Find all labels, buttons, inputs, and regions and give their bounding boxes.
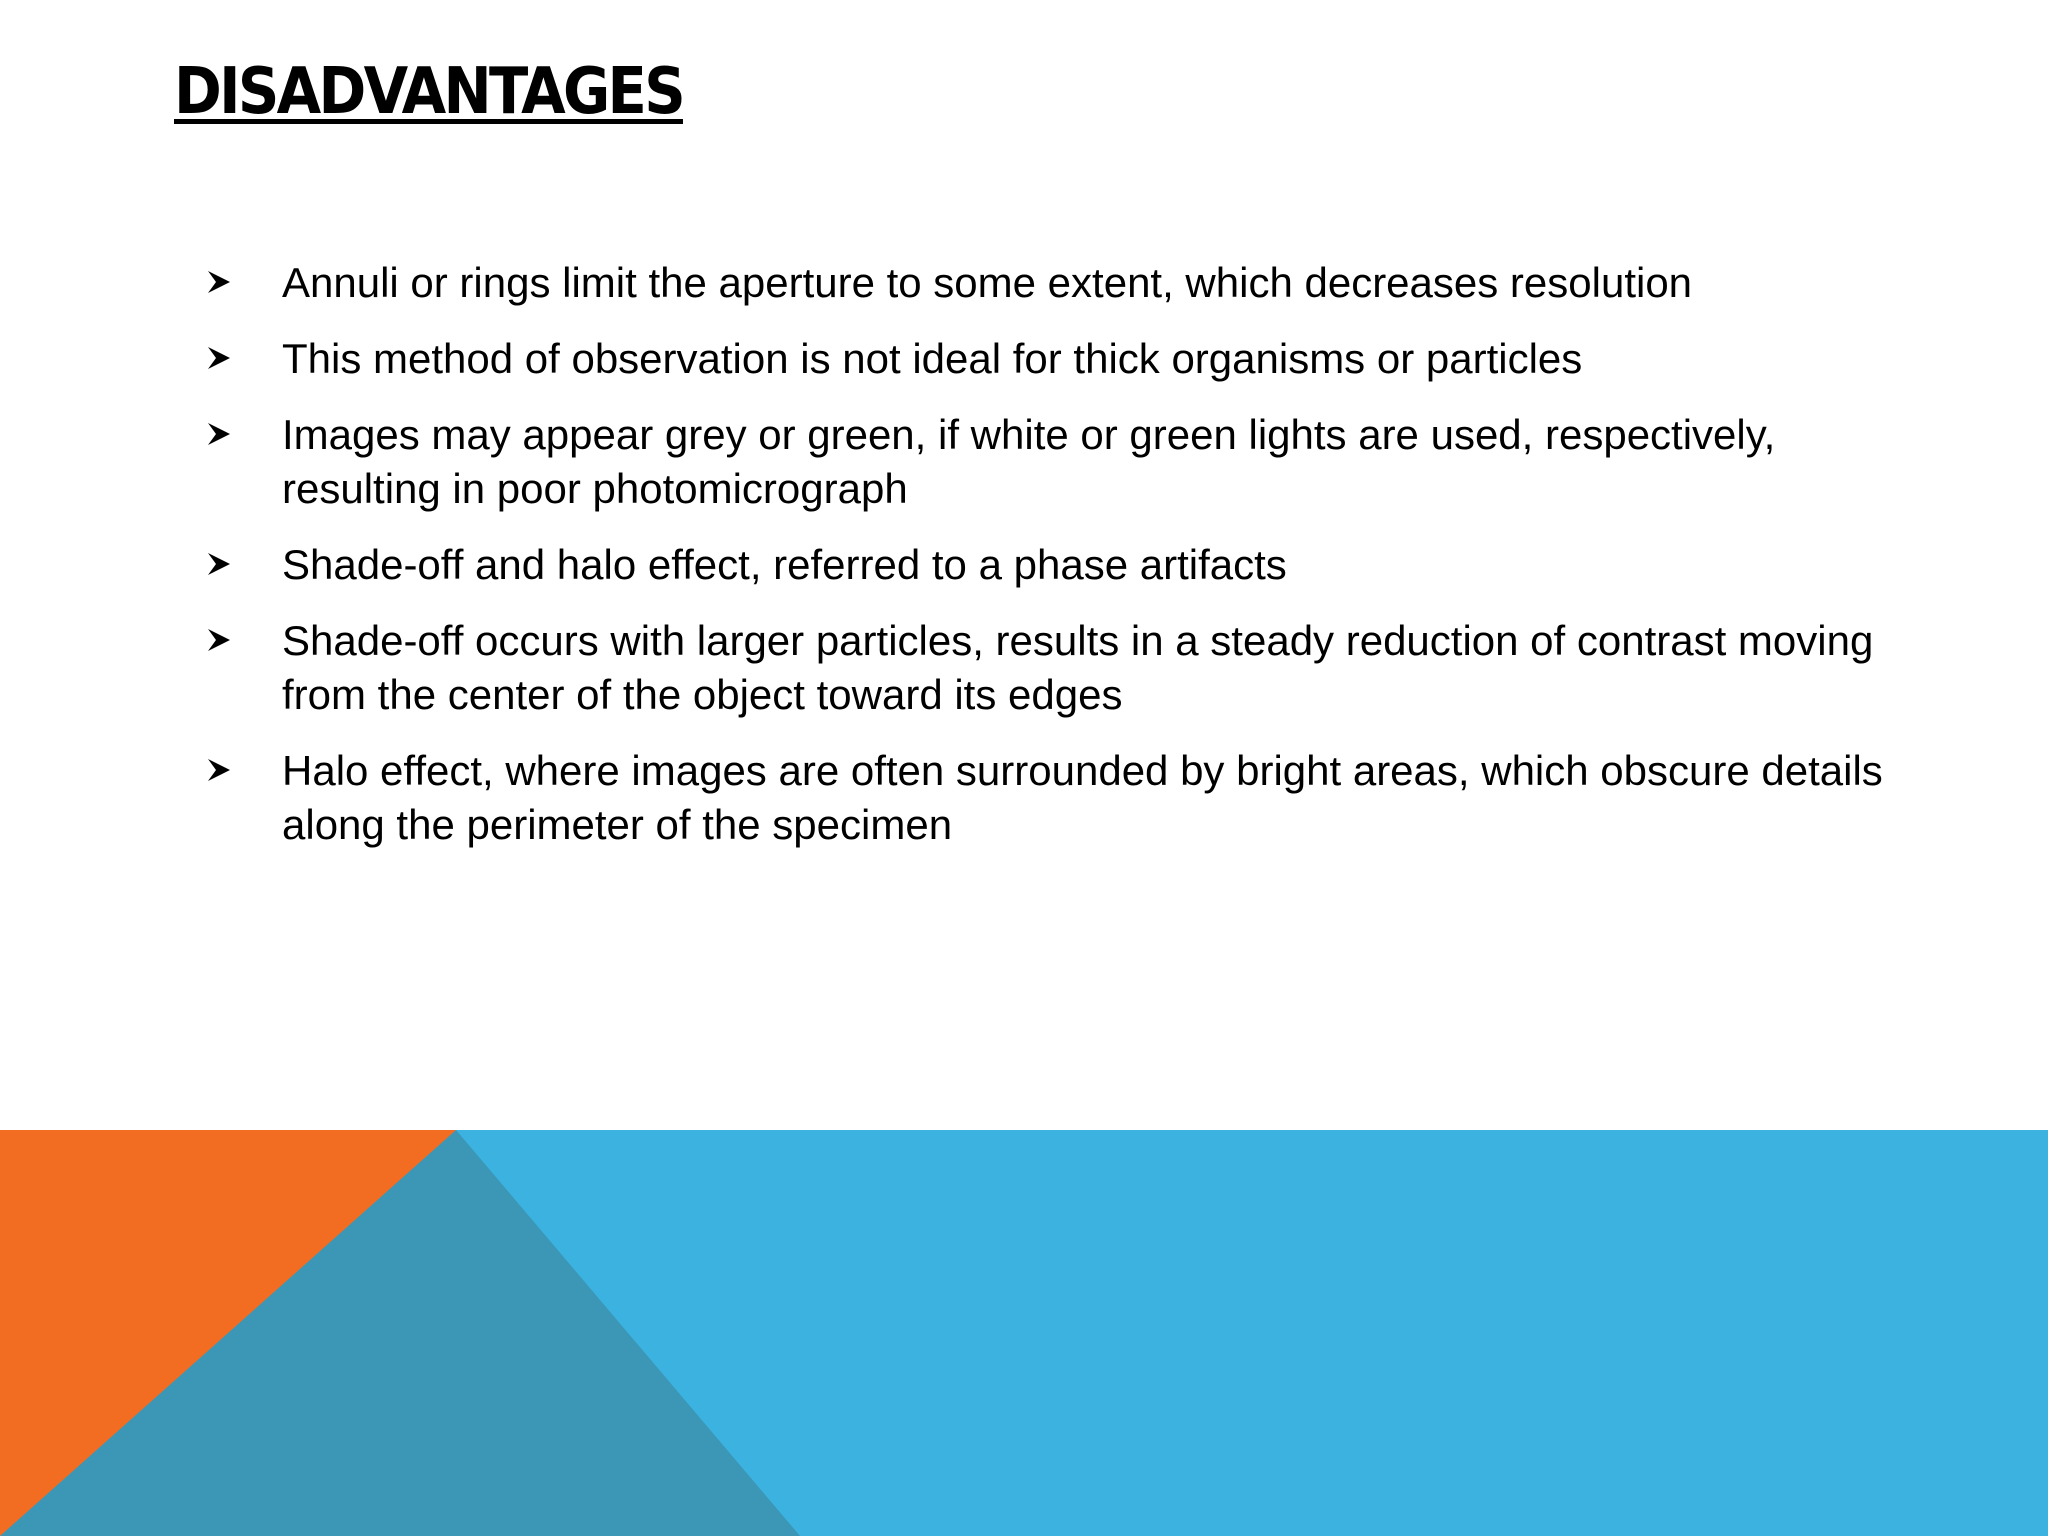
arrowhead-bullet-icon [206,627,232,653]
bullet-item [206,538,1886,592]
bullet-text: This method of observation is not ideal for thick organisms or particles [282,335,1583,382]
bullet-text: Annuli or rings limit the aperture to some extent, which decreases resolution [282,259,1693,306]
bullet-item [206,332,1886,386]
decorative-footer-shapes [0,1130,2048,1536]
bullet-item [206,614,1886,722]
bullet-text: Shade-off and halo effect, referred to a phase artifacts [282,541,1287,588]
bullet-item [206,744,1886,852]
arrowhead-bullet-icon [206,757,232,783]
arrowhead-bullet-icon [206,551,232,577]
slide-title: DISADVANTAGES [174,55,683,129]
bullet-text: Shade-off occurs with larger particles, results in a steady reduction of contrast moving from the center of the object toward its edges [282,617,1874,718]
arrowhead-bullet-icon [206,269,232,295]
bullet-item [206,408,1886,516]
bullet-text: Halo effect, where images are often surrounded by bright areas, which obscure details along the perimeter of the specimen [282,747,1883,848]
bullet-list [206,256,1886,874]
arrowhead-bullet-icon [206,421,232,447]
bullet-text: Images may appear grey or green, if white or green lights are used, respectively, resulting in poor photomicrograph [282,411,1776,512]
bullet-item [206,256,1886,310]
arrowhead-bullet-icon [206,345,232,371]
